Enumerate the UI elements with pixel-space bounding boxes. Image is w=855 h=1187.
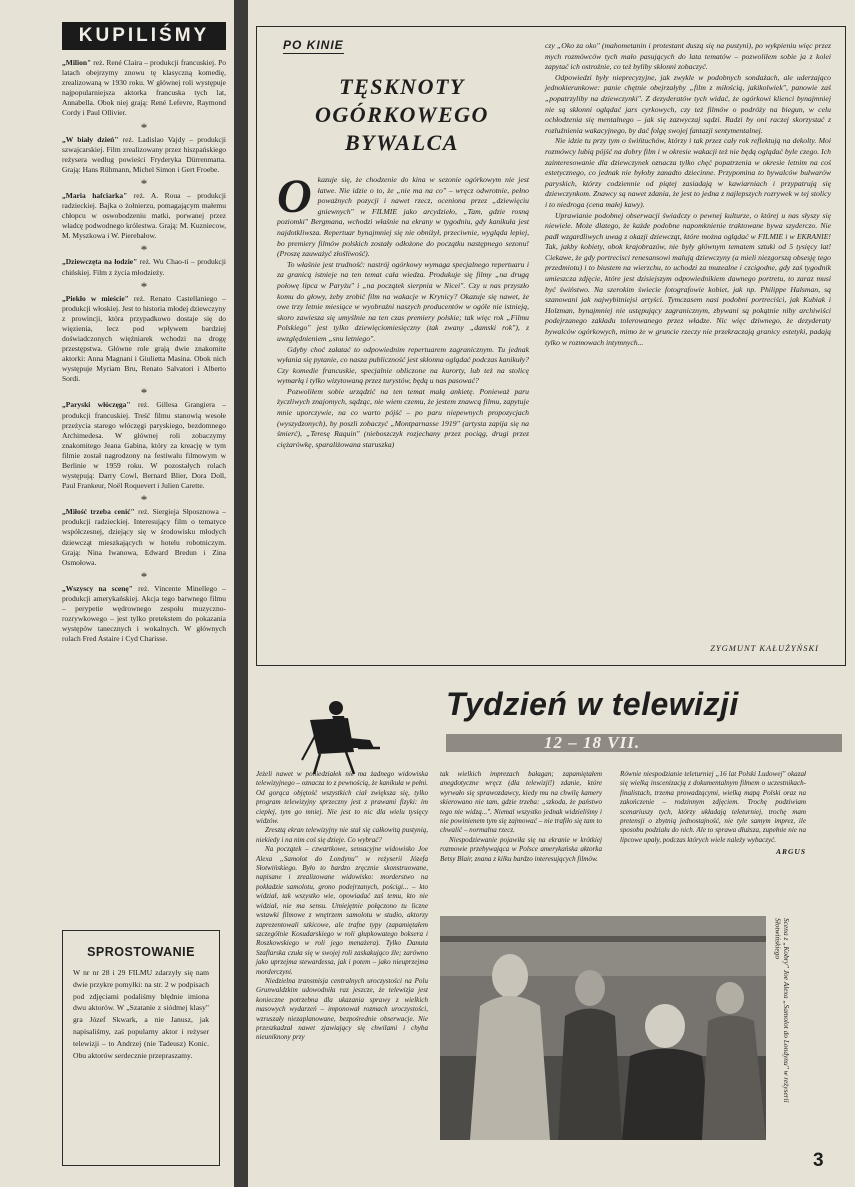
film-title: „Milion" xyxy=(62,58,92,67)
article-headline xyxy=(297,73,507,157)
film-title: „Dziewczęta na łodzie" xyxy=(62,257,138,267)
tv-paragraph: Na początek – czwartkowe, sensacyjne widowisko Joe Alexa „Samolot do Londynu" w reżyserii Józefa Słotwińskiego. Było to bardzo zręcznie skonstruowane, napisane i zrealizowane widowisko: morderstwo na pokładzie samolotu, grono podejrzanych, pościgi... – kto widział, tak wszystko wie, opowiadać zaś temu, kto nie widział, nie ma sensu. Umiejętnie połączono tu liczne wstawki filmowe z wnętrzem samolotu w studio, aktorzy zaprezentowali szkicowe, ale trafne typy (zapamiętałem szczególnie Kosudarskiego w roli głupkowatego boksera i Roszkowskiego w roli jego menażera). Tylko Danuta Szaflarska czuła się w swojej roli zaskakująco źle; zarówno jako uprzejma stewardessa, jak i potem – jako nieuprzejma morderczyni. xyxy=(256,845,428,976)
tv-signature: ARGUS xyxy=(775,847,806,857)
correction-title: SPROSTOWANIE xyxy=(87,945,195,959)
separator-star: * xyxy=(140,492,148,508)
column-gutter xyxy=(234,0,248,1187)
tv-column-1 xyxy=(256,770,428,1043)
headline-line: OGÓRKOWEGO xyxy=(315,102,489,127)
tv-paragraph: Równie niespodzianie teleturniej „16 lat Polski Ludowej" okazał się wielką inscenizacją z dokumentalnym filmem o uczestnikach-finalistach, trzema prowadzącymi, wielką mapą Polski oraz na zakończenie – rodzinnym zdjęciem. Trochę podziwiam scenariuszy tych, którzy układają teleturniej, trochę mam pretensji o zbytnią jednostajność, nie tyle samym imprez, ile sposobu podziału do nich. Ale to sprawa dłuższa, zupełnie nie na lipcowe upały, podczas których wiele należy wybaczyć. xyxy=(620,770,806,844)
tv-viewer-illustration xyxy=(296,690,390,776)
acquired-films-column xyxy=(62,22,226,644)
headline-line: TĘSKNOTY xyxy=(339,74,465,99)
film-entry xyxy=(62,135,226,175)
separator-star: * xyxy=(140,119,148,135)
film-description: reż. René Claira – produkcji francuskiej. Po latach obejrzymy znowu tę klasyczną komedię, zrealizowaną w 1930 roku. W głównej roli występuje najpopularniejsza aktorka francuska tych lat, Annabella. Obok niej grają: René Lefevre, Raymond Cordy i Paul Ollivier. xyxy=(62,58,226,118)
film-description: reż. Vincente Minellego – produkcji amerykańskiej. Akcja tego barwnego filmu – perypetie wędrownego zespołu muzyczno-rozrywkowego – jest tylko pretekstem do pokazania występów tanecznych i wokalnych. W głównych rolach Fred Astaire i Cyd Charisse. xyxy=(62,583,226,644)
page-number: 3 xyxy=(813,1150,824,1171)
film-entry xyxy=(62,58,226,119)
tv-paragraph: Zresztą ekran telewizyjny nie stał się całkowitą pustynią, niekiedy i na nim coś się dzieje. Co wybrać? xyxy=(256,826,428,844)
tv-paragraph: tak wielkich imprezach bałagan; zapamiętałem anegdotyczne wręcz (dla telewizji!) zdanie, które wyrwało się sprawozdawcy, kiedy mu na chwilę kamery skierowano nie tam, gdzie trzeba: „szkoda, że państwo tego nie widzą...". Niemal wszystko jednak widzieliśmy i nie powinienem tym się zajmować – nie trafiło się tam to chwalić – normalna rzecz. xyxy=(440,770,602,835)
article-paragraph: Uprawianie podobnej obserwacji świadczy o pewnej kulturze, o której u nas słyszy się niewiele. Może dlatego, że każde podobne napomknienie traktowane bywa szyderczo. Nie padł wzgardliwych uwag z okazji dziewcząt, które można oglądać w FILMIE i w EKRANIE! Tak, jakby kobiety, obok krajobrazów, nie były głównym tematem sztuki od 5 tysięcy lat! Ciekawe, że gdy portrecisci renesansowi malują dziewczyny (a mieli niezgorszą obsesję tego przedmiotu) i to biustem na wierzchu, to uchodzi za muzealne i czcigodne, gdy zaś tygodnik umieszcza zdjęcie, które jest dzisiejszym odpowiednikiem dawnego portretu, to zaraz musi być świństwo. Na szerokim świecie fotografowie kobiet, jak np. Philippe Halsman, są szanowani jak najwybitniejsi artyści. Tymczasem nasi podobni portreciści, jak Kubiak i Holzman, bynajmniej nie ustępujący zagranicznym, zbywani są pokątnie niby archiwiści podejrzanego zakładu tolerowanego przez władze. Nic więc dziwnego, że dezyderaty bywalców ogórkowych, mimo że w gruncie rzeczy nie przekraczają granicy estetyki, padają tylko w rozmowach intymnych... xyxy=(545,210,831,347)
separator-star: * xyxy=(140,385,148,401)
tv-section-title: Tydzień w telewizji xyxy=(446,686,739,722)
review-article xyxy=(256,26,846,666)
film-entry xyxy=(62,257,226,277)
section-kicker: PO KINIE xyxy=(283,38,344,52)
film-entry xyxy=(62,191,226,241)
article-paragraph: Odpowiedzi były nieprecyzyjne, jak zwykle w podobnych sondażach, ale uderzająco jednokierunkowe: panie chętnie obejrzałyby „film z miłością, jakikolwiek", panowie zaś „popatrzyliby na dziewczynki". Z dezyderatów tych widać, że ogórkowi klienci bynajmniej nie są skłonni oglądać jars cyrkowych, czy też filmów o podróży na biegun, w celu ochłodzenia się mentalnego – jak się zazwyczaj sądzi. Radzi by oni raczej skorzystać z rozluźnienia wakacyjnego, by dać folgę swojej fantazji sentymentalnej. xyxy=(545,72,831,135)
article-paragraph: Gdyby choć załatać to odpowiednim repertuarem zagranicznym. Tu jednak wyłania się pytanie, co nasza publiczność jest skłonna oglądać podczas kanikuły? Czy komedie francuskie, specjalnie obliczone na kurorty, lub też na stolicę wymarłą i tylko wizytowaną przez turystów, będą u nas pasować? xyxy=(277,344,529,386)
article-paragraph: Nie idzie tu przy tym o świńtuchów, którzy i tak przez cały rok reflektują na dekolty. Moi rozmówcy lubią pójść na dobry film i w okresie wakacji też nie będą oglądać byle czego. Ich zainteresowanie dla dziewczynek oznacza tylko chęć popatrzenia w okresie letnim na coś estetycznego, co jednak nie byłoby zanadto dziecinne. Przypomina to bywalców bulwarów paryskich, którzy codziennie od piątej zasiadają w kawiarniach i przypatrują się dziewczynkom. Znawcy są nawet zdania, że jest to jedna z najlepszych rozrywek w tej stolicy i to niedroga (cena małej kawy). xyxy=(545,136,831,209)
film-description: reż. Siergieja Słposznowa – produkcji radzieckiej. Interesujący film o tematyce współczesnej, dziejący się w środowisku młodych dziewcząt mieszkających w hotelu robotniczym. Grają: Nina Iwanowa, Edward Bredun i Zina Osmołowa. xyxy=(62,507,226,567)
photo-caption: Scena z „Kobry" Joe Alexa „Samolot do Londynu" w reżyserii Słotwińskiego xyxy=(773,918,791,1103)
film-title: „Wszyscy na scenę" xyxy=(62,583,133,593)
separator-star: * xyxy=(140,175,148,191)
article-paragraph: To właśnie jest trudność: nastrój ogórkowy wymaga specjalnego repertuaru i za granicą istnieje na ten temat cała wiedza. Produkuje się filmy „na drugą połowę lipca w Paryżu" i „na początek sierpnia w Nicei". Czy u nas przyszło komu do głowy, żeby zrobić film na wakacje w Krynicy? Okazuje się nawet, że owe trzy letnie miesiące w wyobraźni naszych producentów w ogóle nie istnieją, skoro zawiesza się umyślnie na ten czas premiery polskie; tak więc rok „Filmu Polskiego" jest tylko dziewięciomiesięczny (tak zwany „damski rok"), z uwzględnieniem „snu letniego". xyxy=(277,259,529,343)
section-banner: KUPILIŚMY xyxy=(62,22,226,50)
tv-paragraph: Niespodziewanie pojawiła się na ekranie w krótkiej rozmowie przebywająca w Polsce amerykańska aktorka Betsy Blair, znana z kilku bardzo interesujących filmów. xyxy=(440,835,602,863)
tv-paragraph: Niedzielna transmisja centralnych uroczystości na Polu Grunwaldzkim udowodniła raz jeszcze, że telewizja jest konieczne potrzebna dla ukazania sprawy z wielkich masowych wydarzeń – imponował rozmach uroczystości, wzruszały niezaplanowane, bezpośrednie obserwacje. Nie przeszkadzał nawet zjawiający się chwilami i chyba nieuniknony przy xyxy=(256,976,428,1042)
film-entry xyxy=(62,400,226,491)
article-paragraph: czy „Oko za oko" (mahometanin i protestant duszą się na pustyni), po wykpieniu więc przez mych rozmówców tych mało pasujących do lata tematów – pozwoliłem sobie ja z kolei zapytać ich ostrożnie, co też byliby skłonni zobaczyć. xyxy=(545,41,831,72)
film-title: „Maria hafciarka" xyxy=(62,190,128,200)
film-description: reż. A. Roua – produkcji radzieckiej. Bajka o żołnierzu, pomagającym małemu chłopcu w oswobodzeniu matki, porwanej przez władcę podwodnego królestwa. Grają: M. Kuzniecow, M. Myszkowa i W. Pierebałow. xyxy=(62,190,226,241)
tv-date-band xyxy=(446,734,842,752)
separator-star: * xyxy=(140,242,148,258)
tv-column-3 xyxy=(620,770,806,856)
drop-cap: O xyxy=(277,170,312,223)
separator-star: * xyxy=(140,568,148,584)
article-paragraph: Pozwoliłem sobie urządzić na ten temat małą ankietę. Ponieważ paru życzliwych znajomych, sądząc, nie wiem czemu, że jestem znawcą filmu, zapytuje mnie uporczywie, na co warto pójść – po paru niepewnych propozycjach (wyszydzonych), by poszli zobaczyć „Montparnasse 1919" (artysta zapija się na śmierć), „Teresę Raquin" (nieboszczyk rozjechany przez pociąg, drugi przez ciężarówkę, sparaliżowana staruszka) xyxy=(277,386,529,449)
film-title: „Piekło w mieście" xyxy=(62,293,129,303)
headline-line: BYWALCA xyxy=(344,130,459,155)
film-title: „W biały dzień" xyxy=(62,134,119,144)
film-description: reż. Wu Chao-ti – produkcji chińskiej. Film z życia młodzieży. xyxy=(62,257,227,277)
article-column-2 xyxy=(545,41,831,348)
film-entry xyxy=(62,584,226,645)
article-column-1 xyxy=(277,170,529,450)
separator-star: * xyxy=(140,278,148,294)
tv-column-2 xyxy=(440,770,602,864)
film-title: „Paryski włóczęga" xyxy=(62,400,131,410)
tv-date-range: 12 – 18 VII. xyxy=(544,733,641,752)
article-author: ZYGMUNT KAŁUŻYŃSKI xyxy=(710,643,819,653)
tv-paragraph: Jeżeli nawet w poniedziałek nie ma żadnego widowiska telewizyjnego – oznacza to z pewnością, że kanikuła w pełni. Od gorąca objętość wszystkich ciał zwiększa się, tylko program telewizyjny sprzeczny jest z prawami fizyki: im ciepłej, tym go mniej. Nie jest to nic dla wielu tysięcy widzów. xyxy=(256,770,428,826)
film-list xyxy=(62,58,226,644)
correction-text: W nr nr 28 i 29 FILMU zdarzyły się nam dwie przykre pomyłki: na str. 2 w podpisach pod zdjęciami podaliśmy błędnie imiona dwu aktorów. W „Szatanie z siódmej klasy" gra Józef Skwark, a nie Janusz, jak napisaliśmy, zaś popularny aktor i reżyser telewizji – to Andrzej (nie Tadeusz) Konic. Obu aktorów serdecznie przepraszamy. xyxy=(73,968,209,1060)
film-description: reż. Ladislao Vajdy – produkcji szwajcarskiej. Film zrealizowany przez hiszpańskiego reżysera według powieści Fryderyka Dürrenmatta. Grają: Hans Rühmann, Michel Simon i Gert Froebe. xyxy=(62,134,226,174)
film-description: reż. Gillesa Grangiera – produkcji francuskiej. Treść filmu stanowią wesołe przeżycia starego włóczęgi paryskiego, bezdomnego Archimedesa. W głównej roli zobaczymy znakomitego Jeana Gabina, który za kreację w tym filmie został nagrodzony na festiwalu filmowym w Berlinie w 1959 roku. W pozostałych rolach występują: Darry Cowl, Bernard Blier, Dora Doll, Paul Frankeur, Noël Roquevert i Julien Carette. xyxy=(62,400,226,491)
scene-photo xyxy=(440,916,766,1140)
correction-box xyxy=(62,930,220,1166)
film-title: „Miłość trzeba cenić" xyxy=(62,507,135,517)
film-entry xyxy=(62,294,226,385)
article-paragraph: Okazuje się, że chodzenie do kina w sezonie ogórkowym nie jest łatwe. Nie idzie o to, że „nie ma na co" – wręcz odwrotnie, pełno poważnych pozycji i nawet rzecz, oceniona przez „dziewięciu gniewnych" w FILMIE jako arcydzieło, „Tam, gdzie rosną poziomki" Bergmana, wchodzi właśnie na ekrany w tygodniu, gdy kanikuła jest najdotkliwsza. Repertuar bynajmniej się nie obniżył, przeciwnie, wygląda lepiej, bo premiery filmów polskich zostały odłożone do początku następnego sezonu! (Proszę zauważyć złośliwość). xyxy=(277,170,529,259)
film-description: reż. Renato Castellaniego – produkcji włoskiej. Jest to historia młodej dziewczyny z prowincji, która przypadkowo dostaje się do więzienia, lecz pod wpływem bardziej doświadczonych więźniarek wchodzi na drogę przestępstwa. Główne role grają dwie znakomite aktorki: Anna Magnani i Giulietta Masina. Obok nich występuje Myriam Bru, Renato Salvatori i Alberto Sordi. xyxy=(62,293,226,384)
film-entry xyxy=(62,507,226,568)
